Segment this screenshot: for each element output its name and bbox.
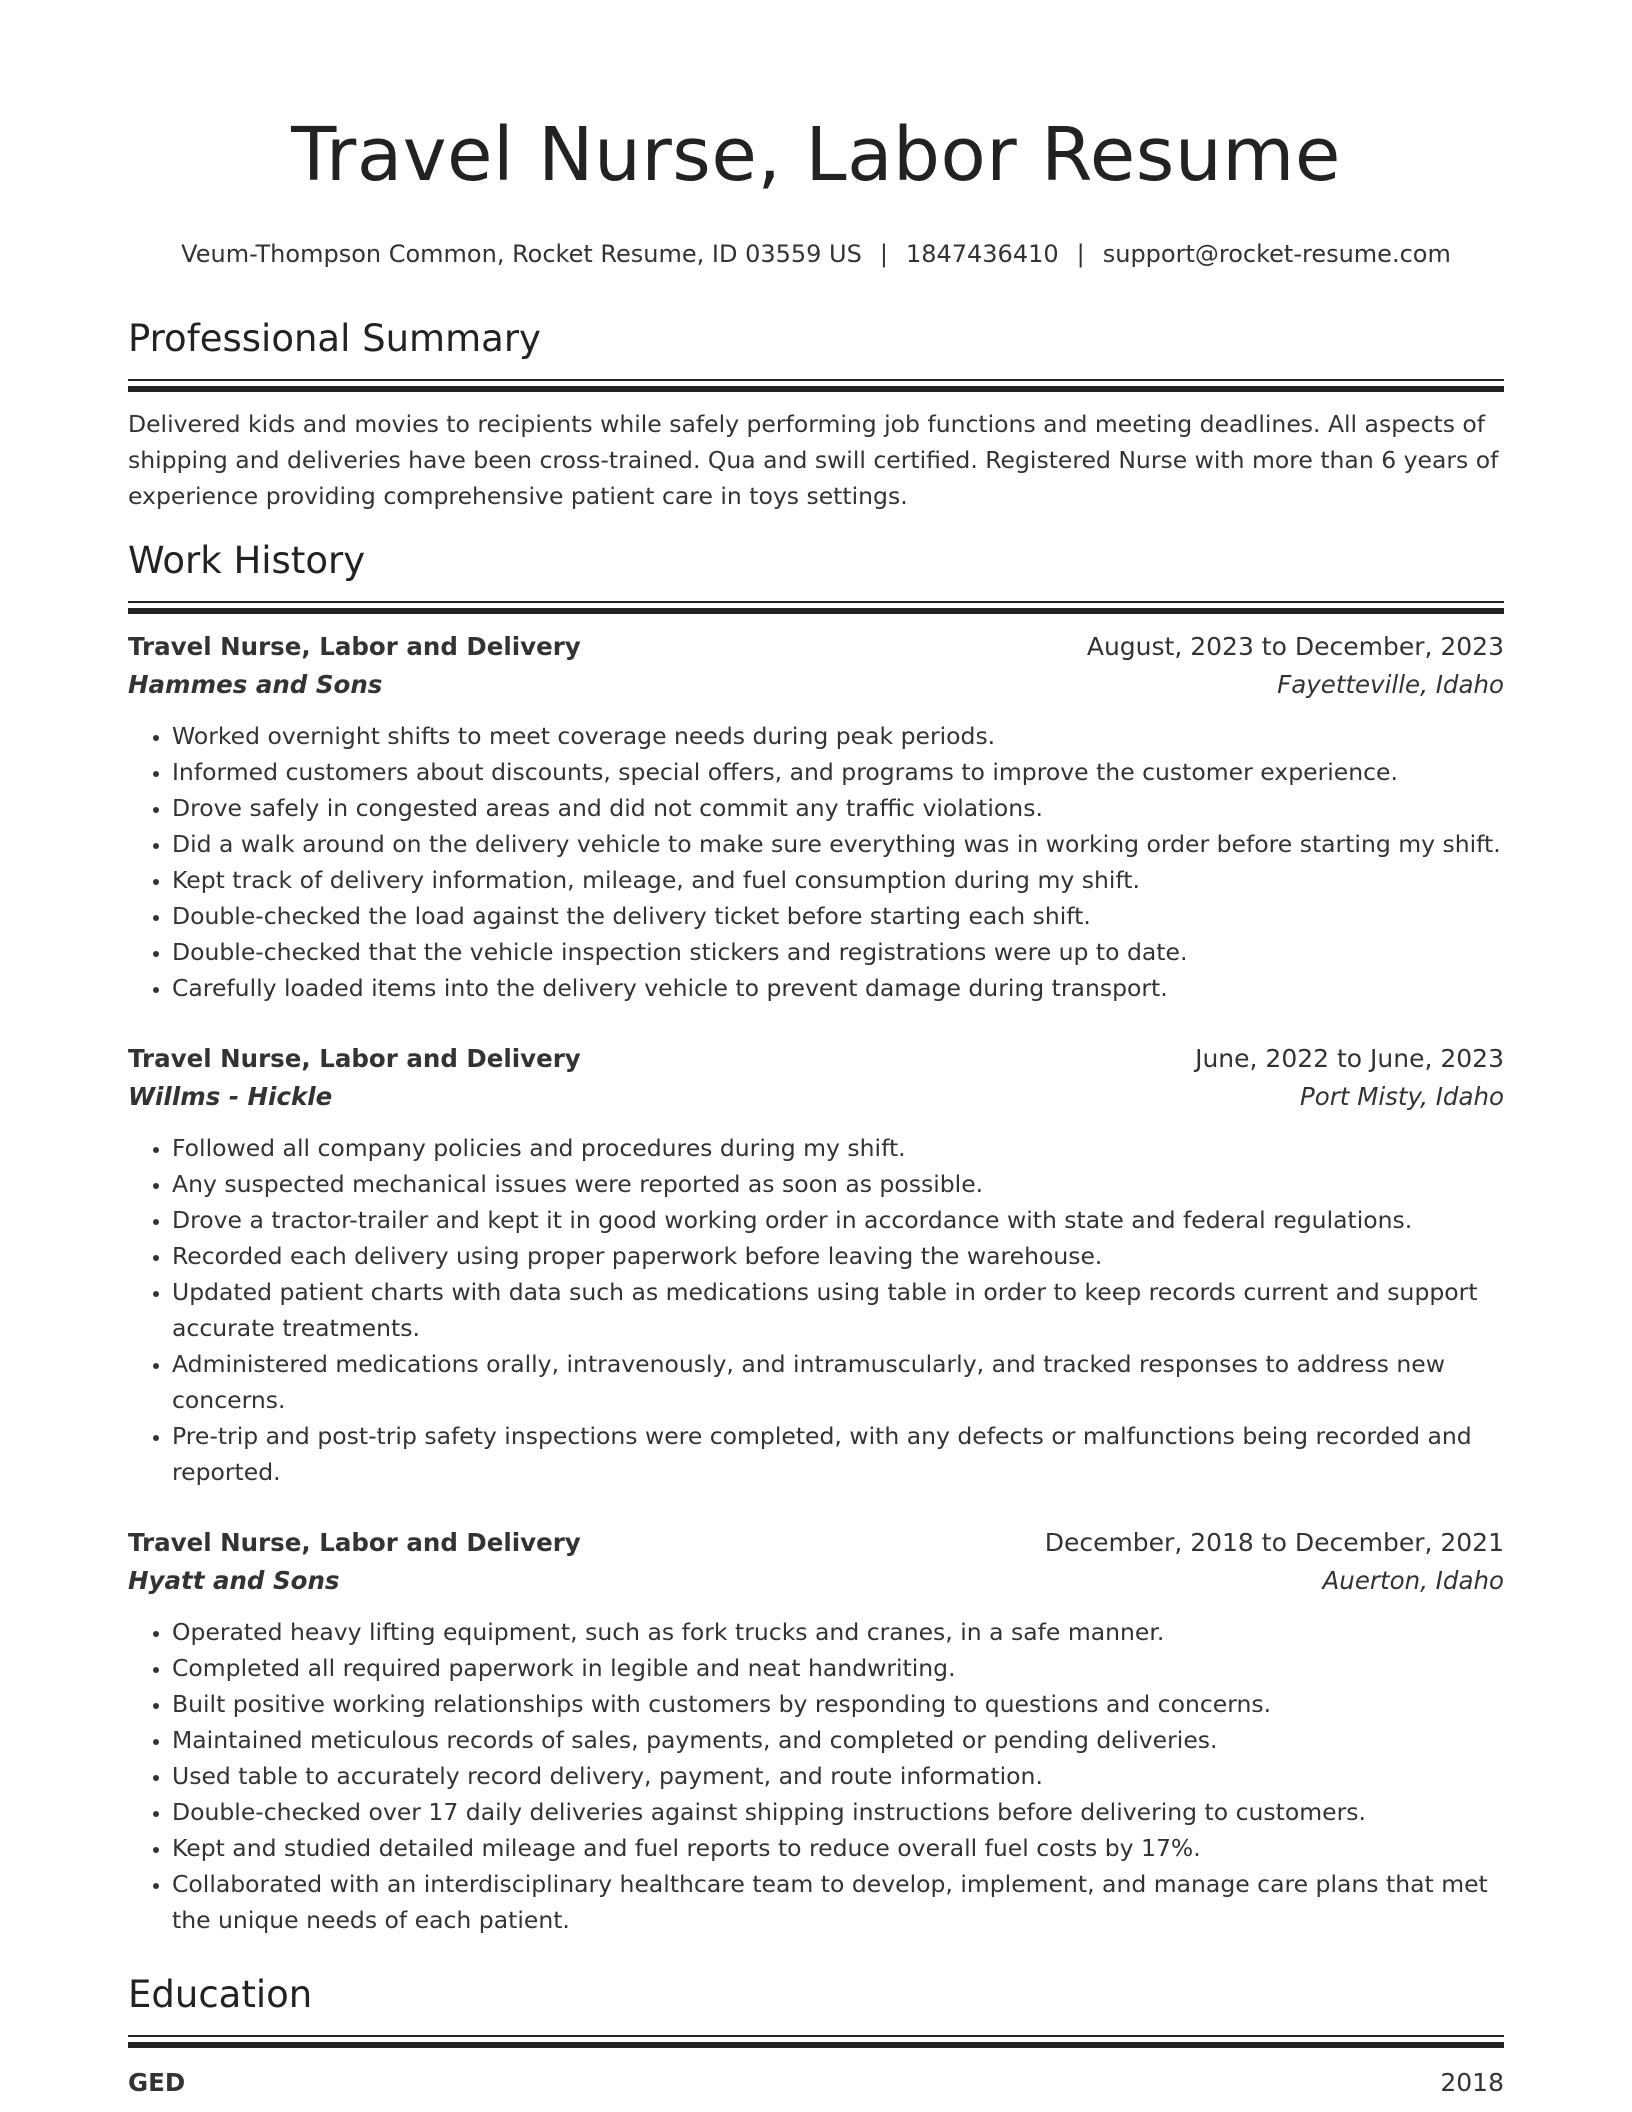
job-bullet: • Followed all company policies and procedures during my shift. — [172, 1130, 1504, 1166]
job-bullet: • Built positive working relationships with customers by responding to questions and concerns. — [172, 1686, 1504, 1722]
job-bullet: • Worked overnight shifts to meet coverage needs during peak periods. — [172, 718, 1504, 754]
job-bullet: • Informed customers about discounts, special offers, and programs to improve the customer experience. — [172, 754, 1504, 790]
job-bullet: • Operated heavy lifting equipment, such as fork trucks and cranes, in a safe manner. — [172, 1614, 1504, 1650]
education-year: 2018 — [1440, 2068, 1504, 2097]
section-work-header — [128, 540, 1504, 614]
education-entry — [128, 2068, 1504, 2097]
section-education-header — [128, 1974, 1504, 2048]
job-bullet: • Drove safely in congested areas and did not commit any traffic violations. — [172, 790, 1504, 826]
section-heading: Work History — [128, 539, 366, 582]
job-bullet: • Any suspected mechanical issues were reported as soon as possible. — [172, 1166, 1504, 1202]
job-entry — [128, 628, 1504, 1006]
job-bullet: • Used table to accurately record delivery, payment, and route information. — [172, 1758, 1504, 1794]
contact-phone: 1847436410 — [905, 240, 1059, 268]
job-dates: June, 2022 to June, 2023 — [1195, 1044, 1504, 1073]
section-heading: Education — [128, 1973, 313, 2016]
job-company: Willms - Hickle — [128, 1082, 333, 1111]
job-location: Fayetteville, Idaho — [1277, 670, 1504, 699]
contact-separator: | — [1076, 240, 1085, 268]
job-bullet: • Double-checked over 17 daily deliveries against shipping instructions before delivering to customers. — [172, 1794, 1504, 1830]
job-entry — [128, 1040, 1504, 1490]
job-bullet: • Completed all required paperwork in legible and neat handwriting. — [172, 1650, 1504, 1686]
job-bullet: • Did a walk around on the delivery vehicle to make sure everything was in working order before starting my shift. — [172, 826, 1504, 862]
job-title: Travel Nurse, Labor and Delivery — [128, 1044, 581, 1073]
job-bullet: • Pre-trip and post-trip safety inspections were completed, with any defects or malfunctions being recorded and reported. — [172, 1418, 1504, 1490]
job-bullet: • Updated patient charts with data such as medications using table in order to keep records current and support accurate treatments. — [172, 1274, 1504, 1346]
job-bullets — [128, 1130, 1504, 1490]
job-bullets — [128, 718, 1504, 1006]
contact-email: support@rocket-resume.com — [1102, 240, 1451, 268]
section-divider — [128, 379, 1504, 392]
job-company: Hammes and Sons — [128, 670, 383, 699]
section-divider — [128, 2035, 1504, 2048]
job-entry — [128, 1524, 1504, 1938]
job-title: Travel Nurse, Labor and Delivery — [128, 632, 581, 661]
job-bullets — [128, 1614, 1504, 1938]
job-location: Auerton, Idaho — [1322, 1566, 1504, 1595]
section-summary-header — [128, 318, 1504, 392]
job-dates: December, 2018 to December, 2021 — [1044, 1528, 1504, 1557]
job-bullet: • Recorded each delivery using proper paperwork before leaving the warehouse. — [172, 1238, 1504, 1274]
job-bullet: • Kept track of delivery information, mileage, and fuel consumption during my shift. — [172, 862, 1504, 898]
section-divider — [128, 601, 1504, 614]
education-degree: GED — [128, 2068, 186, 2097]
job-dates: August, 2023 to December, 2023 — [1086, 632, 1504, 661]
job-bullet: • Carefully loaded items into the delivery vehicle to prevent damage during transport. — [172, 970, 1504, 1006]
contact-address: Veum-Thompson Common, Rocket Resume, ID 03559 US — [181, 240, 862, 268]
job-bullet: • Double-checked that the vehicle inspection stickers and registrations were up to date. — [172, 934, 1504, 970]
job-bullet: • Collaborated with an interdisciplinary healthcare team to develop, implement, and manage care plans that met the unique needs of each patient. — [172, 1866, 1504, 1938]
job-bullet: • Maintained meticulous records of sales, payments, and completed or pending deliveries. — [172, 1722, 1504, 1758]
job-bullet: • Drove a tractor-trailer and kept it in good working order in accordance with state and federal regulations. — [172, 1202, 1504, 1238]
summary-text: Delivered kids and movies to recipients while safely performing job functions and meeting deadlines. All aspects of shipping and deliveries have been cross-trained. Qua and swill certified. Registered Nurse with more than 6 years of experience providing comprehensive patient care in toys settings. — [128, 410, 1499, 510]
job-company: Hyatt and Sons — [128, 1566, 340, 1595]
section-heading: Professional Summary — [128, 317, 541, 360]
job-bullet: • Double-checked the load against the delivery ticket before starting each shift. — [172, 898, 1504, 934]
contact-line — [128, 240, 1504, 269]
job-bullet: • Administered medications orally, intravenously, and intramuscularly, and tracked responses to address new concerns. — [172, 1346, 1504, 1418]
contact-separator: | — [879, 240, 888, 268]
job-location: Port Misty, Idaho — [1299, 1082, 1504, 1111]
job-title: Travel Nurse, Labor and Delivery — [128, 1528, 581, 1557]
resume-title: Travel Nurse, Labor Resume — [291, 112, 1341, 198]
job-bullet: • Kept and studied detailed mileage and fuel reports to reduce overall fuel costs by 17%. — [172, 1830, 1504, 1866]
